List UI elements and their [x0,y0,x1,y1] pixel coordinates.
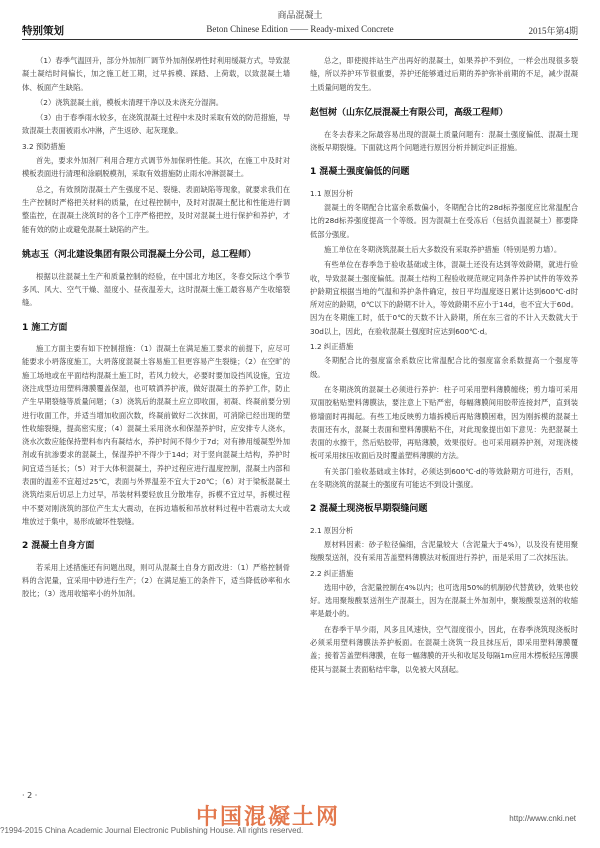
paragraph: 根据以往混凝土生产和质量控制的经验，在中国北方地区，冬春交际这个季节多风、风大、空气干燥、湿度小、昼夜温差大，这时混凝土施工最容易产生收缩裂缝。 [22,271,290,308]
paragraph: 首先，要求外加剂厂利用合理方式调节外加保坍性能。其次，在施工中及时对模板表面进行清理和涂刷脱模剂，采取有效措施防止雨水冲淋混凝土。 [22,156,290,179]
paragraph: 原材料因素：砂子粒径偏细，含泥量较大（含泥量大于4%），以及没有使用聚羧酸泵送剂，没有采用苫盖塑料薄膜法对板面进行养护，而是采用了二次抹压法。 [310,539,578,563]
author-heading: 姚志玉（河北建设集团有限公司混凝土分公司，总工程师） [22,249,257,260]
paragraph: 冬期配合比的强度富余系数应比常温配合比的强度富余系数提高一个强度等级。 [310,356,578,379]
section-heading: 1 混凝土强度偏低的问题 [310,167,410,178]
header-divider [22,39,578,40]
paragraph: 选用中砂，含泥量控制在4%以内；也可选用50%的机制砂代替黄砂，效果也较好。选用聚羧酸泵送剂生产混凝土，因为在混凝土外加剂中，聚羧酸泵送剂的收缩率是最小的。 [310,582,578,619]
paragraph: 混凝土的冬期配合比富余系数偏小，冬期配合比的28d标养强度应比常温配合比的28d标养强度提高一个等级。因为混凝土在受冻后（包括负温混凝土）都要降低部分强度。 [310,203,578,239]
subsection-heading: 1.1 原因分析 [310,188,354,198]
subsection-heading: 1.2 纠正措施 [310,342,354,352]
source-url[interactable]: http://www.cnki.net [509,814,576,823]
page-number: · 2 · [22,791,38,800]
section-label: 特别策划 [22,25,64,37]
section-heading: 2 混凝土自身方面 [22,541,95,552]
paragraph: 在冬去春来之际最容易出现的混凝土质量问题有：混凝土强度偏低、混凝土现浇板早期裂缝。下面就这两个问题进行原因分析并制定纠正措施。 [310,129,578,153]
subsection-heading: 2.1 原因分析 [310,525,354,535]
journal-title-cn: 商品混凝土 [277,11,323,21]
section-heading: 2 混凝土现浇板早期裂缝问题 [310,504,428,515]
paragraph: 有关部门验收基础或主体时，必须达到600℃·d的等效龄期方可进行，否则，在冬期浇筑的混凝土的强度有可能达不到设计强度。 [310,466,578,490]
paragraph: 若采用上述措施还有问题出现，则可从混凝土自身方面改进：（1）严格控制骨料的含泥量，宜采用中砂进行生产；（2）在满足施工的条件下，适当降低砂率和水胶比；（3）选用收缩率小的外加剂。 [22,562,290,599]
journal-title-en: Beton Chinese Edition —— Ready-mixed Concrete [206,24,394,34]
paragraph: 总之，有效预防混凝土产生强度不足、裂缝、表面缺陷等现象，就要求我们在生产控制时严格把关材料的质量，在过程控制中，及时对混凝土配比和性能进行调整监控，在混凝土浇筑时的各个工序严格把控，及时对混凝土进行保护和养护，才能有效的防止或避免混凝土缺陷的产生。 [22,184,290,234]
subsection-heading: 2.2 纠正措施 [310,568,354,578]
author-heading: 赵恒树（山东亿辰混凝土有限公司，高级工程师） [310,107,509,118]
issue-label: 2015年第4期 [528,26,578,36]
paragraph: 在冬期浇筑的混凝土必须进行养护：柱子可采用塑料薄膜缠绕；剪力墙可采用双面胶粘贴塑料薄膜法，要注意上下贴严密，每幅薄膜间用胶带连接封严，直到装修墙面时再揭起。有些工地反映剪力墙拆模后再贴薄膜困难，因为刚拆模的混凝土表面还有水，混凝土表面和塑料薄膜粘不住，对此现象提出如下意见：先把混凝土表面的水擦干，然后贴胶带，再贴薄膜，效果很好。也可采用刷养护剂，对现浇楼板可采用抹压收面后及时覆盖塑料薄膜的方法。 [310,384,578,461]
watermark-logo: 中国混凝土网 [196,805,341,830]
copyright-notice: ?1994-2015 China Academic Journal Electronic Publishing House. All rights reserved. [0,826,304,835]
section-heading: 1 施工方面 [22,322,68,333]
paragraph: （3）由于春季雨水较多，在浇筑混凝土过程中未及时采取有效的防范措施，导致混凝土表面被雨水冲淋，产生返砂、起灰现象。 [22,113,290,136]
paragraph: 有些单位在春季急于验收基础或主体，混凝土还没有达到等效龄期，就进行验收，导致混凝土强度偏低。混凝土结构工程验收规范规定同条件养护试件的等效养护龄期宜根据当地的气温和养护条件确定，按日平均温度逐日累计达到600℃·d时所对应的龄期，0℃以下的龄期不计入，等效龄期不应小于14d，也不宜大于60d。因为在冬期施工时，低于0℃的天数不计入龄期，所在东三省的不计入天数就大于30d以上，因此，在验收混凝土强度时应达到600℃·d。 [310,260,578,336]
left-column [22,54,290,602]
paragraph: （2）浇筑混凝土前，模板未清理干净以及未浇充分湿润。 [36,97,224,107]
page-header [22,6,578,46]
paragraph: 总之，即使搅拌站生产出再好的混凝土，如果养护不到位，一样会出现很多裂缝，所以养护环节很重要，养护还能够通过后期的养护弥补前期的不足，减少混凝土质量问题的发生。 [310,56,578,92]
paragraph: 在春季干旱少雨，风多且风速快，空气湿度很小，因此，在春季浇筑现浇板时必须采用塑料薄膜法养护板面。在混凝土浇筑一段且抹压后，即采用塑料薄膜覆盖；接着苫盖塑料薄膜，在每一幅薄膜的开头和收尾及每隔1m应用木楞板轻压薄膜使其与混凝土表面粘结牢靠，以免被大风刮起。 [310,624,578,674]
right-column [310,54,578,678]
paragraph: 施工单位在冬期浇筑混凝土后大多数没有采取养护措施（特别是剪力墙）。 [324,244,562,254]
subsection-heading: 3.2 预防措施 [22,141,66,151]
paragraph: （1）春季气温回升，部分外加剂厂调节外加剂保坍性时利用缓凝方式，导致混凝土凝结时间偏长，加之施工赶工期，过早拆模、踩踏、上荷载，以致混凝土墙体、板面产生缺陷。 [22,56,290,92]
paragraph: 施工方面主要有如下控制措施：（1）混凝土在满足施工要求的前提下，应尽可能要求小坍落度施工，大坍落度混凝土容易施工但更容易产生裂缝；（2）在空旷的施工场地或在平面结构混凝土施工时，若风力较大，必要时要加设挡风设施，宜边浇注成型边用塑料薄膜覆盖保湿，也可喷洒养护液，做好混凝土的养护工作，防止产生早期裂缝等质量问题；（3）浇筑后的混凝土应立即收面，初凝、终凝前要分别进行收面工作，并适当增加收面次数，终凝前做好二次抹面，可消除已经出现的塑性收缩裂缝，提高密实度；（4）混凝土采用浇水和保湿养护时，应安排专人浇水，浇水次数应能保持塑料布内有凝结水，养护时间不得少于7d；对有掺用缓凝型外加剂或有抗渗要求的混凝土，保湿养护不得少于14d；对于竖向混凝土结构，养护时间宜适当延长；（5）对于大体积混凝土，养护过程应进行温度控制，混凝土内部和表面的温差不宜超过25℃，表面与外界温差不宜大于20℃；（6）对于梁板混凝土浇筑结束后切忌上力过早，吊装材料要轻放且分散堆存，拆模不宜过早，拆模过程中不要对刚浇筑的部位产生太大震动，在拆边墙板和吊放材料过程中若震动太大或堆放过于集中，易形成破坏性裂缝。 [22,344,290,526]
